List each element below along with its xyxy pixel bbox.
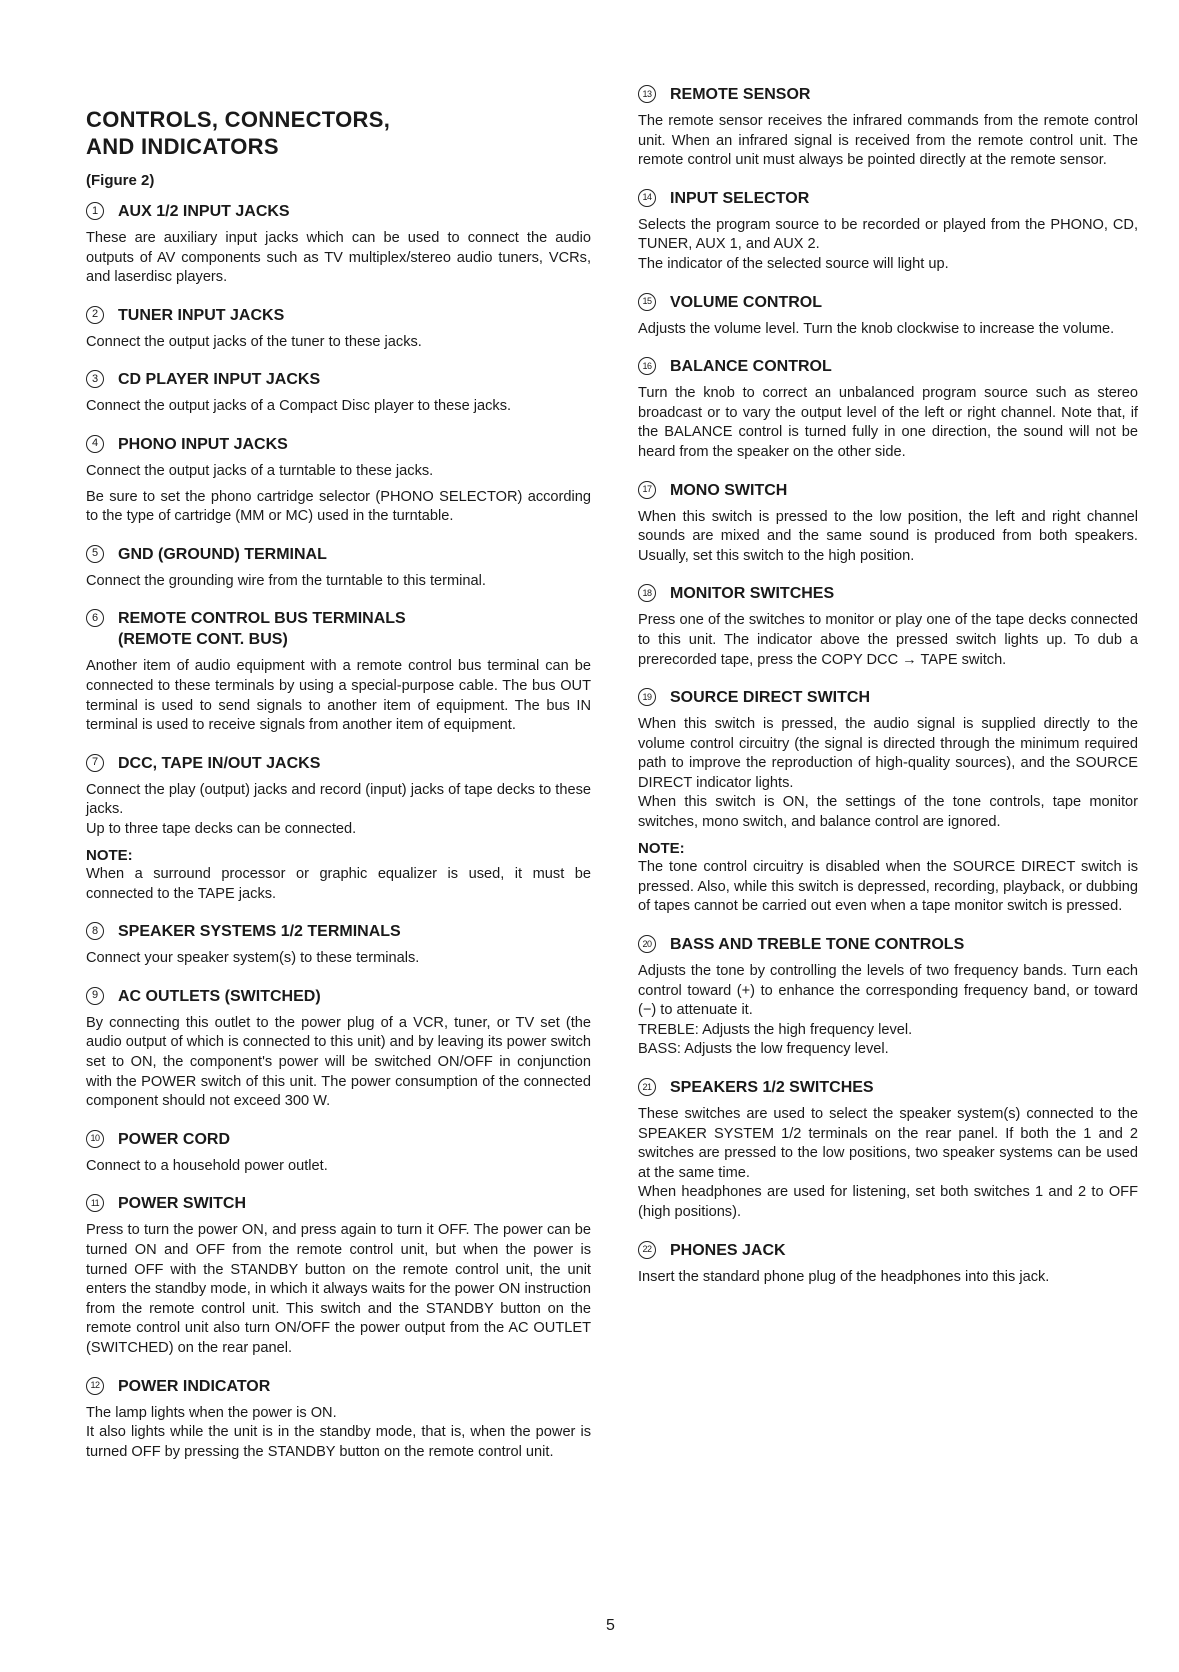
section-heading <box>638 934 1138 955</box>
section-body <box>638 508 1138 567</box>
heading-line: REMOTE CONTROL BUS TERMINALS <box>118 610 406 628</box>
section-heading-text <box>118 1129 230 1150</box>
heading-line: REMOTE SENSOR <box>670 86 811 103</box>
section-item <box>86 753 591 905</box>
section-body <box>638 1105 1138 1223</box>
heading-line: BALANCE CONTROL <box>670 358 832 376</box>
section-paragraph: These are auxiliary input jacks which can be used to connect the audio outputs of AV components such as TV multiplex/stereo audio tuners, VCRs, and laserdisc players. <box>86 230 591 286</box>
circled-number-icon: 15 <box>638 293 656 311</box>
section-paragraph: These switches are used to select the speaker system(s) connected to the SPEAKER SYSTEM 1/2 terminals on the rear panel. If both the 1 and 2 switches are pressed to the low positions, two speaker systems can be used at the same time. <box>638 1106 1138 1181</box>
section-heading-text <box>118 753 320 774</box>
circled-number-icon: 22 <box>638 1241 656 1259</box>
section-heading <box>638 1077 1138 1098</box>
section-paragraph: Connect the play (output) jacks and record (input) jacks of tape decks to these jacks. <box>86 781 591 818</box>
section-item <box>638 1077 1138 1223</box>
heading-line: SPEAKERS 1/2 SWITCHES <box>670 1079 874 1096</box>
section-item <box>86 608 591 735</box>
section-item <box>638 292 1138 340</box>
section-item <box>638 188 1138 275</box>
section-body <box>638 216 1138 275</box>
heading-line: MONO SWITCH <box>670 481 788 499</box>
circled-number-icon: 8 <box>86 922 104 940</box>
section-body <box>86 949 591 969</box>
section-heading <box>638 687 1138 708</box>
heading-line: INPUT SELECTOR <box>670 189 810 207</box>
section-heading-text <box>118 921 401 942</box>
section-item <box>638 687 1138 917</box>
circled-number-icon: 7 <box>86 754 104 772</box>
section-paragraph: BASS: Adjusts the low frequency level. <box>638 1041 889 1058</box>
section-paragraph: Be sure to set the phono cartridge selector (PHONO SELECTOR) according to the type of cartridge (MM or MC) used in the turntable. <box>86 488 591 525</box>
note-text: The tone control circuitry is disabled when the SOURCE DIRECT switch is pressed. Also, while this switch is depressed, recording, playback, or dubbing of tapes cannot be carried out even when a tape monitor switch is pressed. <box>638 859 1138 915</box>
section-body <box>638 715 1138 917</box>
section-paragraph: Connect to a household power outlet. <box>86 1157 328 1174</box>
circled-number-icon: 18 <box>638 584 656 602</box>
note-label: NOTE: <box>638 839 685 857</box>
section-heading-text <box>118 1193 246 1214</box>
circled-number-icon: 19 <box>638 688 656 706</box>
page-title <box>86 106 591 160</box>
section-item <box>638 583 1138 670</box>
section-paragraph: Turn the knob to correct an unbalanced program source such as stereo broadcast or to vary the output level of the left or right channel. Note that, if the BALANCE control is turned fully in one direction, the sound will not be heard from the speaker on the other side. <box>638 385 1138 460</box>
section-paragraph: The remote sensor receives the infrared commands from the remote control unit. When an infrared signal is received from the remote control unit. The remote control unit must always be pointed directly at the remote sensor. <box>638 113 1138 169</box>
section-heading <box>86 921 591 942</box>
section-body <box>638 962 1138 1060</box>
heading-line: CD PLAYER INPUT JACKS <box>118 371 321 389</box>
circled-number-icon: 3 <box>86 370 104 388</box>
left-section-list <box>86 201 591 1462</box>
section-paragraph: The indicator of the selected source will light up. <box>638 255 949 272</box>
section-paragraph: It also lights while the unit is in the standby mode, that is, when the power is turned OFF by pressing the STANDBY button on the remote control unit. <box>86 1424 591 1460</box>
section-heading-text <box>118 369 320 390</box>
section-paragraph: Connect the grounding wire from the turntable to this terminal. <box>86 572 486 589</box>
section-heading <box>638 292 1138 313</box>
heading-line: AUX 1/2 INPUT JACKS <box>118 203 290 220</box>
section-heading <box>86 544 591 565</box>
section-paragraph: Another item of audio equipment with a remote control bus terminal can be connected to these terminals by using a special-purpose cable. The bus OUT terminal is used to send signals to another item of equipment. The bus IN terminal is used to receive signals from another item of equipment. <box>86 658 591 734</box>
section-heading-text <box>670 687 870 708</box>
section-item <box>86 201 591 288</box>
section-body <box>86 1404 591 1463</box>
section-paragraph: The lamp lights when the power is ON. <box>86 1404 337 1421</box>
section-paragraph: When this switch is pressed to the low position, the left and right channel sounds are mixed and the same sound is produced from both speakers. Usually, set this switch to the high position. <box>638 508 1138 564</box>
section-item <box>86 1376 591 1463</box>
section-paragraph: Adjusts the volume level. Turn the knob clockwise to increase the volume. <box>638 320 1115 337</box>
page-number: 5 <box>606 1617 615 1634</box>
section-paragraph: Connect the output jacks of a turntable to these jacks. <box>86 462 434 479</box>
section-heading-text <box>670 1077 874 1098</box>
section-paragraph: Up to three tape decks can be connected. <box>86 820 357 837</box>
section-body <box>86 1221 591 1358</box>
section-paragraph: Adjusts the tone by controlling the levels of two frequency bands. Turn each control toward (+) to enhance the corresponding frequency band, or toward (−) to attenuate it. <box>638 963 1138 1019</box>
title-line-2: AND INDICATORS <box>86 134 279 159</box>
section-heading <box>86 434 591 455</box>
left-column <box>86 84 591 1479</box>
section-heading <box>86 1193 591 1214</box>
heading-line: AC OUTLETS (SWITCHED) <box>118 987 321 1005</box>
section-heading <box>86 986 591 1007</box>
section-heading-text <box>670 292 822 313</box>
section-heading-text <box>670 84 810 105</box>
right-section-list <box>638 84 1138 1287</box>
section-heading-text <box>670 1240 786 1261</box>
heading-line: TUNER INPUT JACKS <box>118 306 285 324</box>
section-heading <box>638 84 1138 105</box>
section-item <box>86 1193 591 1358</box>
section-body <box>86 781 591 905</box>
section-heading <box>86 753 591 774</box>
circled-number-icon: 1 <box>86 202 104 220</box>
section-body <box>638 1268 1138 1288</box>
section-paragraph: Connect your speaker system(s) to these terminals. <box>86 950 420 967</box>
section-heading-text <box>670 480 787 501</box>
section-body <box>638 611 1138 670</box>
section-heading <box>86 1129 591 1150</box>
section-item <box>638 1240 1138 1288</box>
circled-number-icon: 21 <box>638 1078 656 1096</box>
section-heading <box>638 188 1138 209</box>
section-paragraph: Selects the program source to be recorded or played from the PHONO, CD, TUNER, AUX 1, and AUX 2. <box>638 216 1138 253</box>
section-heading <box>638 356 1138 377</box>
section-body <box>638 112 1138 171</box>
section-item <box>638 934 1138 1060</box>
section-body <box>86 572 591 592</box>
section-paragraph: Press to turn the power ON, and press again to turn it OFF. The power can be turned ON and OFF from the remote control unit, but when the power is turned OFF with the STANDBY button on the remote control unit, the unit enters the standby mode, in which it always waits for the power ON instruction from the remote control unit. This switch and the STANDBY button on the remote control unit also turn ON/OFF the power output from the AC OUTLET (SWITCHED) on the rear panel. <box>86 1222 591 1356</box>
section-heading <box>86 608 591 650</box>
section-body <box>638 320 1138 340</box>
section-paragraph: When this switch is ON, the settings of the tone controls, tape monitor switches, mono switch, and balance control are ignored. <box>638 794 1138 831</box>
circled-number-icon: 13 <box>638 85 656 103</box>
section-body <box>86 657 591 735</box>
section-heading-text <box>118 608 406 650</box>
section-item <box>638 480 1138 567</box>
section-body <box>86 1014 591 1112</box>
section-item <box>86 921 591 969</box>
section-paragraph: Insert the standard phone plug of the headphones into this jack. <box>638 1268 1050 1285</box>
section-paragraph: By connecting this outlet to the power plug of a VCR, tuner, or TV set (the audio output of which is connected to this unit) and by leaving its power switch set to ON, the component's power will be switched ON/OFF in conjunction with the POWER switch of this unit. The power consumption of the connected component should not exceed 300 W. <box>86 1014 591 1110</box>
section-item <box>638 356 1138 462</box>
section-heading <box>638 480 1138 501</box>
section-heading <box>638 583 1138 604</box>
heading-line: POWER CORD <box>118 1130 230 1148</box>
right-column <box>638 84 1138 1304</box>
heading-line: SOURCE DIRECT SWITCH <box>670 689 870 707</box>
section-item <box>86 434 591 527</box>
section-heading-text <box>118 434 288 455</box>
section-body <box>86 462 591 527</box>
section-heading-text <box>118 986 321 1007</box>
note-text: When a surround processor or graphic equalizer is used, it must be connected to the TAPE jacks. <box>86 866 591 902</box>
circled-number-icon: 2 <box>86 306 104 324</box>
section-item <box>86 369 591 417</box>
heading-line: POWER SWITCH <box>118 1195 246 1213</box>
section-heading-text <box>670 188 809 209</box>
section-heading <box>86 369 591 390</box>
section-heading <box>86 305 591 326</box>
section-paragraph: Connect the output jacks of the tuner to these jacks. <box>86 333 422 350</box>
section-heading-text <box>118 201 290 222</box>
circled-number-icon: 20 <box>638 935 656 953</box>
section-heading-text <box>118 544 327 565</box>
section-paragraph: Press one of the switches to monitor or play one of the tape decks connected to this unit. The indicator above the pressed switch lights up. To dub a prerecorded tape, press the COPY DCC → TAPE switch. <box>638 612 1138 668</box>
heading-line: GND (GROUND) TERMINAL <box>118 545 327 563</box>
heading-line: MONITOR SWITCHES <box>670 585 835 603</box>
circled-number-icon: 9 <box>86 987 104 1005</box>
section-heading <box>86 1376 591 1397</box>
section-body <box>86 397 591 417</box>
circled-number-icon: 6 <box>86 609 104 627</box>
section-paragraph: When headphones are used for listening, set both switches 1 and 2 to OFF (high positions). <box>638 1184 1138 1220</box>
section-item <box>86 1129 591 1177</box>
circled-number-icon: 14 <box>638 189 656 207</box>
section-item <box>638 84 1138 171</box>
section-heading-text <box>670 583 834 604</box>
section-heading <box>86 201 591 222</box>
note-label: NOTE: <box>86 846 133 864</box>
section-heading-text <box>118 305 284 326</box>
section-item <box>86 305 591 353</box>
section-item <box>86 544 591 592</box>
section-body <box>86 333 591 353</box>
section-heading-text <box>118 1376 270 1397</box>
section-body <box>638 384 1138 462</box>
heading-line-2: (REMOTE CONT. BUS) <box>118 631 288 649</box>
heading-line: PHONO INPUT JACKS <box>118 435 288 453</box>
title-line-1: CONTROLS, CONNECTORS, <box>86 107 391 132</box>
circled-number-icon: 11 <box>86 1194 104 1212</box>
circled-number-icon: 10 <box>86 1130 104 1148</box>
circled-number-icon: 17 <box>638 481 656 499</box>
heading-line: DCC, TAPE IN/OUT JACKS <box>118 754 321 772</box>
section-paragraph: Connect the output jacks of a Compact Disc player to these jacks. <box>86 398 512 415</box>
section-heading <box>638 1240 1138 1261</box>
circled-number-icon: 12 <box>86 1377 104 1395</box>
section-paragraph: TREBLE: Adjusts the high frequency level. <box>638 1021 913 1038</box>
section-heading-text <box>670 356 832 377</box>
section-item <box>86 986 591 1112</box>
circled-number-icon: 4 <box>86 435 104 453</box>
figure-reference: (Figure 2) <box>86 172 155 189</box>
heading-line: POWER INDICATOR <box>118 1377 271 1395</box>
circled-number-icon: 5 <box>86 545 104 563</box>
heading-line: BASS AND TREBLE TONE CONTROLS <box>670 936 965 954</box>
heading-line: VOLUME CONTROL <box>670 293 822 311</box>
heading-line: PHONES JACK <box>670 1241 786 1259</box>
section-heading-text <box>670 934 964 955</box>
circled-number-icon: 16 <box>638 357 656 375</box>
section-paragraph: When this switch is pressed, the audio signal is supplied directly to the volume control circuitry (the signal is directed through the minimum required path to improve the reproduction of high-quality sources), and the SOURCE DIRECT indicator lights. <box>638 716 1138 791</box>
section-body <box>86 229 591 288</box>
section-body <box>86 1157 591 1177</box>
heading-line: SPEAKER SYSTEMS 1/2 TERMINALS <box>118 923 401 941</box>
